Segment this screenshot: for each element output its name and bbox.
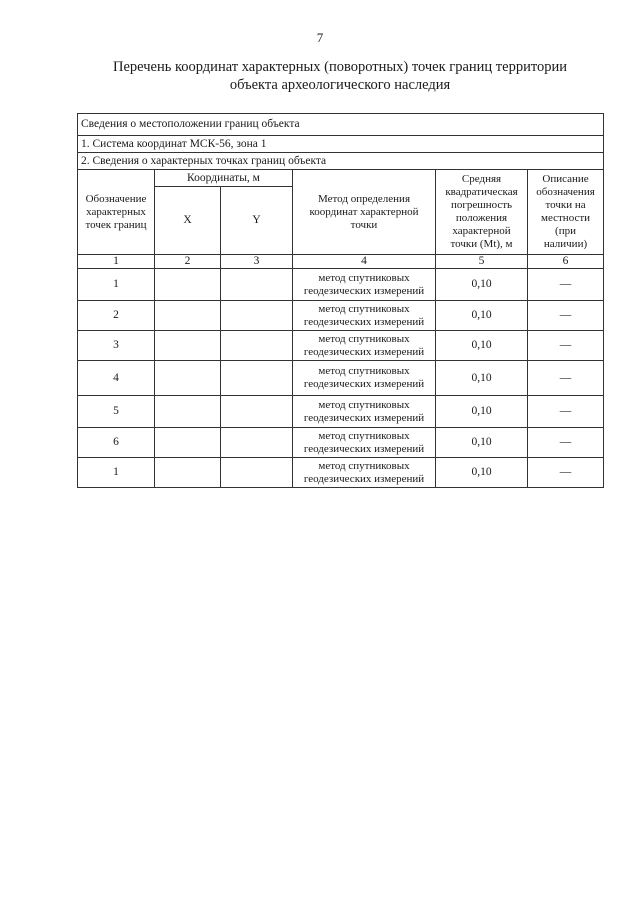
coord-y [221,361,293,396]
coord-y [221,428,293,458]
accuracy-value: 0,10 [436,396,528,428]
column-header-row-1 [78,170,604,187]
coord-y [221,269,293,301]
column-number: 1 [78,255,155,269]
method-cell: метод спутниковых геодезических измерений [293,269,436,301]
accuracy-value: 0,10 [436,458,528,488]
table-row [78,428,604,458]
coord-x [155,396,221,428]
coord-y [221,331,293,361]
table-row [78,396,604,428]
column-numbers-row [78,255,604,269]
coord-x [155,331,221,361]
coord-x [155,361,221,396]
point-id: 1 [78,458,155,488]
coord-y [221,301,293,331]
header-description: Описание обозначения точки на местности (при наличии) [528,170,604,255]
table-row [78,331,604,361]
header-x: X [155,187,221,255]
table-row [78,458,604,488]
method-cell: метод спутниковых геодезических измерений [293,428,436,458]
coord-y [221,458,293,488]
coord-system: 1. Система координат МСК-56, зона 1 [78,136,604,153]
points-header-row [78,153,604,170]
header-designation: Обозначение характерных точек границ [78,170,155,255]
coord-y [221,396,293,428]
description-value: — [528,396,604,428]
description-value: — [528,331,604,361]
description-value: — [528,458,604,488]
accuracy-value: 0,10 [436,428,528,458]
header-coordinates: Координаты, м [155,170,293,187]
accuracy-value: 0,10 [436,301,528,331]
point-id: 2 [78,301,155,331]
coord-x [155,428,221,458]
description-value: — [528,301,604,331]
header-y: Y [221,187,293,255]
points-header: 2. Сведения о характерных точках границ объекта [78,153,604,170]
description-value: — [528,269,604,301]
table-row [78,361,604,396]
method-cell: метод спутниковых геодезических измерений [293,301,436,331]
accuracy-value: 0,10 [436,361,528,396]
method-cell: метод спутниковых геодезических измерений [293,396,436,428]
accuracy-value: 0,10 [436,331,528,361]
description-value: — [528,361,604,396]
table-row [78,301,604,331]
point-id: 6 [78,428,155,458]
point-id: 5 [78,396,155,428]
point-id: 1 [78,269,155,301]
coord-x [155,458,221,488]
page-number: 7 [316,30,324,45]
method-cell: метод спутниковых геодезических измерений [293,458,436,488]
header-method: Метод определения координат характерной точки [293,170,436,255]
accuracy-value: 0,10 [436,269,528,301]
coord-x [155,269,221,301]
section-header: Сведения о местоположении границ объекта [78,114,604,136]
document-title-line-1: Перечень координат характерных (поворотных) точек границ территории [112,59,568,75]
column-number: 4 [293,255,436,269]
point-id: 4 [78,361,155,396]
coord-system-row [78,136,604,153]
column-number: 5 [436,255,528,269]
point-id: 3 [78,331,155,361]
document-title-line-2: объекта археологического наследия [229,77,451,93]
column-number: 3 [221,255,293,269]
section-header-row [78,114,604,136]
boundary-points-table [77,113,604,488]
description-value: — [528,428,604,458]
method-cell: метод спутниковых геодезических измерений [293,361,436,396]
table-row [78,269,604,301]
column-number: 2 [155,255,221,269]
header-accuracy: Средняя квадратическая погрешность положения характерной точки (Mt), м [436,170,528,255]
method-cell: метод спутниковых геодезических измерений [293,331,436,361]
column-number: 6 [528,255,604,269]
document-title [70,58,610,94]
coord-x [155,301,221,331]
